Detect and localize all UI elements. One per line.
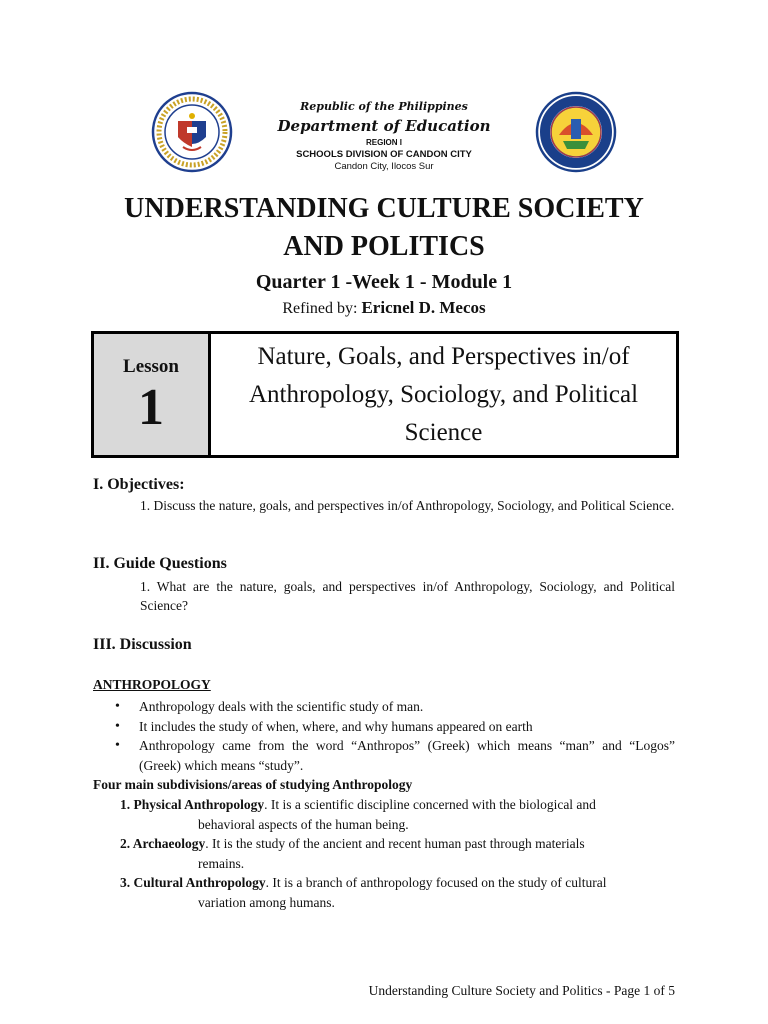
module-title-line1: UNDERSTANDING CULTURE SOCIETY <box>124 193 644 224</box>
division-label: SCHOOLS DIVISION OF CANDON CITY <box>296 149 472 160</box>
subdivisions-heading: Four main subdivisions/areas of studying Anthropology <box>93 777 413 792</box>
subdivision-text: . It is a scientific discipline concerned with the biological and <box>264 797 596 812</box>
objective-item: 1. Discuss the nature, goals, and perspectives in/of Anthropology, Sociology, and Political Science. <box>140 498 675 513</box>
guide-question-item: 1. What are the nature, goals, and perspectives in/of Anthropology, Sociology, and Political Science? <box>140 579 675 613</box>
subdivision-item <box>120 834 675 874</box>
subdivision-item <box>120 873 675 913</box>
lesson-number: 1 <box>138 379 164 436</box>
anthropology-bullet-list <box>112 697 675 775</box>
lesson-label: Lesson <box>123 356 179 377</box>
subdivision-item <box>120 795 675 835</box>
subdivision-text: . It is a branch of anthropology focused on the study of cultural <box>265 875 607 890</box>
subdivision-text-cont: behavioral aspects of the human being. <box>198 817 409 832</box>
subdivision-text: . It is the study of the ancient and recent human past through materials <box>205 836 585 851</box>
department-label: Department of Education <box>277 117 491 135</box>
page-footer: Understanding Culture Society and Politics - Page 1 of 5 <box>368 983 675 998</box>
subdivision-text-cont: variation among humans. <box>198 895 335 910</box>
anthropology-heading: ANTHROPOLOGY <box>93 677 211 692</box>
subdivision-text-cont: remains. <box>198 856 245 871</box>
refined-name: Ericnel D. Mecos <box>361 298 486 317</box>
guide-questions-heading: II. Guide Questions <box>93 555 227 572</box>
city-label: Candon City, Ilocos Sur <box>334 161 434 172</box>
list-item: • Anthropology deals with the scientific study of man. <box>112 697 675 717</box>
discussion-heading: III. Discussion <box>93 636 192 653</box>
republic-label: Republic of the Philippines <box>300 100 468 113</box>
lesson-title: Nature, Goals, and Perspectives in/of Anthropology, Sociology, and Political Science <box>248 342 639 446</box>
refined-label: Refined by: <box>282 300 358 317</box>
list-item: • Anthropology came from the word “Anthropos” (Greek) which means “man” and “Logos” (Greek) which means “study”. <box>112 736 675 775</box>
subdivision-term: 1. Physical Anthropology <box>120 797 265 812</box>
region-label: REGION I <box>365 138 402 147</box>
quarter-week-module: Quarter 1 -Week 1 - Module 1 <box>255 271 513 293</box>
lesson-box <box>91 331 679 458</box>
subdivision-term: 2. Archaeology <box>120 836 206 851</box>
list-item: • It includes the study of when, where, and why humans appeared on earth <box>112 717 675 737</box>
objectives-heading: I. Objectives: <box>93 476 185 493</box>
lesson-label-cell <box>94 334 211 455</box>
module-title-line2: AND POLITICS <box>283 231 485 262</box>
subdivision-term: 3. Cultural Anthropology <box>120 875 266 890</box>
refined-by <box>0 298 768 318</box>
